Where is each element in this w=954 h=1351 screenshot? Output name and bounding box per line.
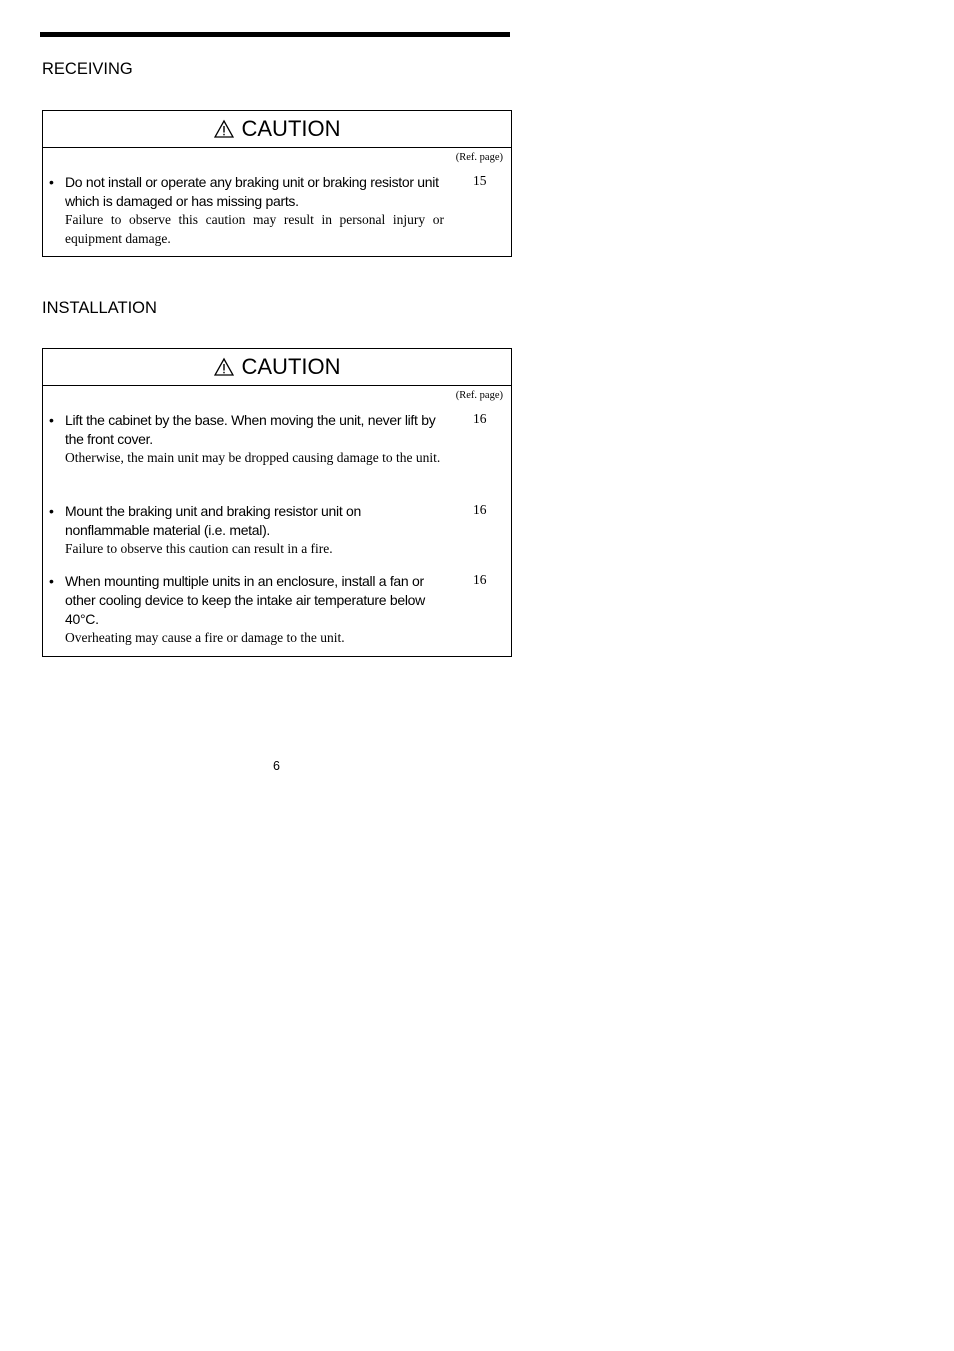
ref-page-number: 16 xyxy=(473,502,487,517)
caution-header xyxy=(43,349,511,386)
caution-item-text: Do not install or operate any braking unit or braking resistor unit which is damaged or has missing parts. xyxy=(65,174,439,209)
ref-page-number: 16 xyxy=(473,411,487,426)
caution-item xyxy=(49,502,444,559)
page-number: 6 xyxy=(273,759,280,773)
bullet: • xyxy=(49,412,54,428)
caution-header xyxy=(43,111,511,148)
caution-item-consequence: Overheating may cause a fire or damage to the unit. xyxy=(65,630,345,645)
ref-page-number: 16 xyxy=(473,572,487,587)
caution-item-text: Mount the braking unit and braking resistor unit on nonflammable material (i.e. metal). xyxy=(65,503,361,538)
caution-title: CAUTION xyxy=(241,354,341,379)
caution-item xyxy=(49,411,444,468)
caution-item-consequence: Failure to observe this caution may result in personal injury or equipment damage. xyxy=(65,212,444,246)
ref-page-header: (Ref. page) xyxy=(455,152,503,163)
caution-item-text: Lift the cabinet by the base. When moving the unit, never lift by the front cover. xyxy=(65,412,436,447)
warning-triangle-icon xyxy=(214,119,234,139)
section-heading-installation: INSTALLATION xyxy=(42,299,157,317)
caution-item-text: When mounting multiple units in an enclosure, install a fan or other cooling device to keep the intake air temperature below 40°C. xyxy=(65,573,425,627)
caution-title: CAUTION xyxy=(241,116,341,141)
caution-item-consequence: Failure to observe this caution can result in a fire. xyxy=(65,541,333,556)
top-rule xyxy=(40,32,510,37)
caution-item-consequence: Otherwise, the main unit may be dropped causing damage to the unit. xyxy=(65,450,441,465)
caution-item xyxy=(49,572,444,648)
bullet: • xyxy=(49,503,54,519)
caution-item xyxy=(49,173,444,248)
bullet: • xyxy=(49,573,54,589)
caution-box-installation xyxy=(42,348,512,657)
warning-triangle-icon xyxy=(214,357,234,377)
bullet: • xyxy=(49,174,54,190)
ref-page-number: 15 xyxy=(473,173,487,188)
ref-page-header: (Ref. page) xyxy=(455,390,503,401)
caution-box-receiving xyxy=(42,110,512,257)
section-heading-receiving: RECEIVING xyxy=(42,60,133,78)
